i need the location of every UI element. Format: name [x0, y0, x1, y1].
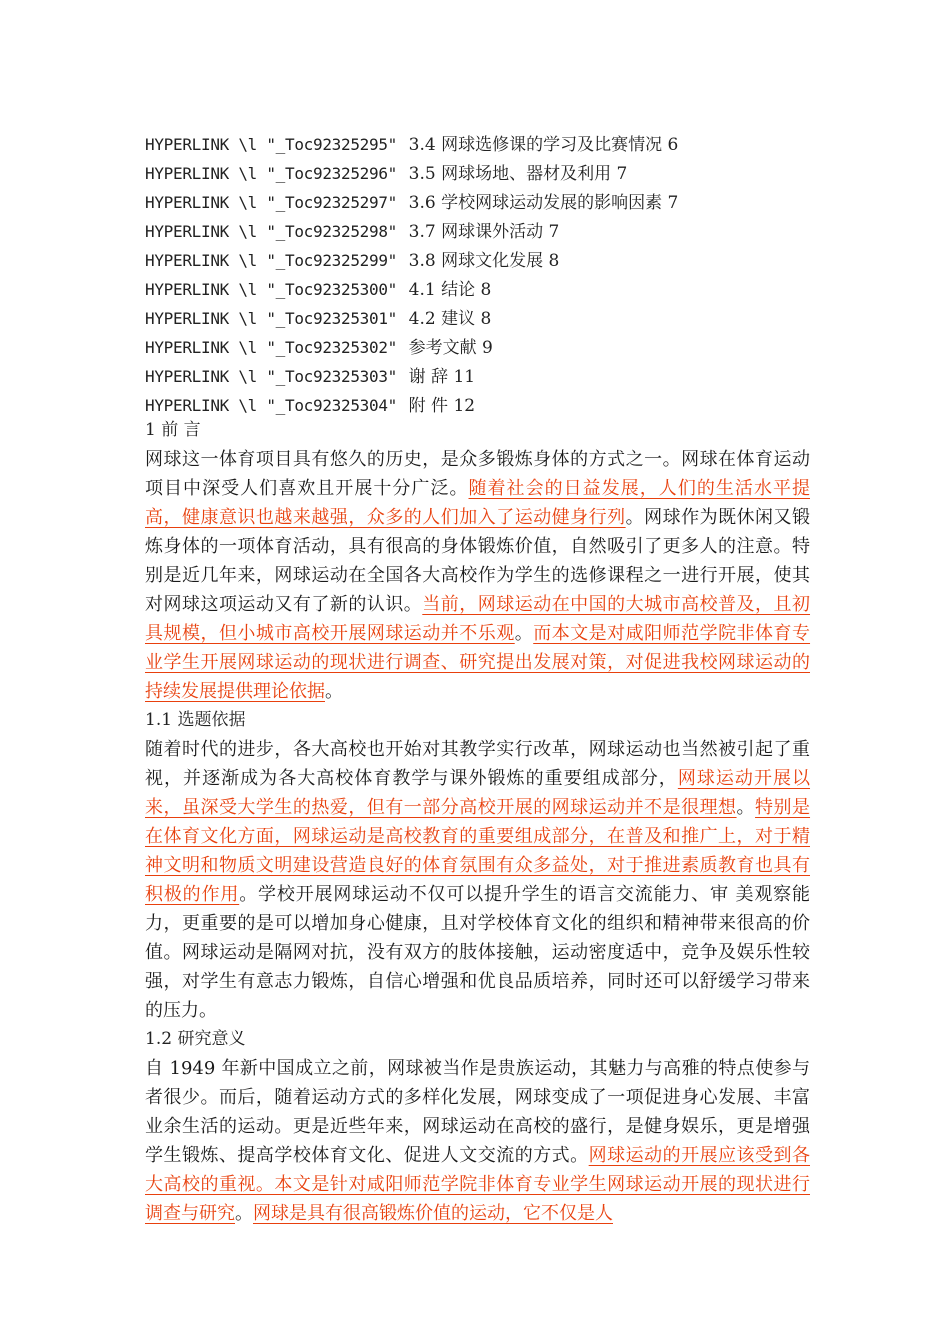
- toc-entry-label: 3.8 网球文化发展 8: [408, 251, 560, 271]
- section-heading-significance: 1.2 研究意义: [145, 1029, 246, 1049]
- highlighted-text: 网球是具有很高锻炼价值的运动，它不仅是人: [253, 1203, 613, 1224]
- table-of-contents: [145, 130, 825, 420]
- toc-entry[interactable]: [145, 304, 825, 333]
- toc-entry-label: 参考文献 9: [408, 338, 493, 358]
- highlighted-text: 网球运动开展以来，虽深受大学生的热爱，但有一部分高校开展的网球运动并不是很理想: [145, 768, 811, 818]
- toc-entry[interactable]: [145, 130, 825, 159]
- toc-field-code: HYPERLINK \l "_Toc92325296": [145, 164, 397, 183]
- toc-entry-label: 4.1 结论 8: [408, 280, 492, 300]
- highlighted-text: 当前，网球运动在中国的大城市高校普及，且初具规模，但小城市高校开展网球运动并不乐观: [145, 594, 811, 644]
- document-body: [145, 416, 810, 1228]
- paragraph-intro: [145, 445, 810, 706]
- section-heading-basis: 1.1 选题依据: [145, 710, 246, 730]
- toc-entry[interactable]: [145, 217, 825, 246]
- toc-entry-label: 3.6 学校网球运动发展的影响因素 7: [408, 193, 679, 213]
- toc-field-code: HYPERLINK \l "_Toc92325303": [145, 367, 397, 386]
- toc-entry[interactable]: [145, 333, 825, 362]
- toc-field-code: HYPERLINK \l "_Toc92325297": [145, 193, 397, 212]
- highlighted-text: 特别是在体育文化方面，网球运动是高校教育的重要组成部分，在普及和推广上，对于精神文明和物质文明建设营造良好的体育氛围有众多益处，对于推进素质教育也具有积极的作用: [145, 797, 811, 905]
- body-text: 自 1949 年新中国成立之前，网球被当作是贵族运动，其魅力与高雅的特点使参与者很少。而后，随着运动方式的多样化发展，网球变成了一项促进身心发展、丰富业余生活的运动。更是近些年来，网球运动在高校的盛行，是健身娱乐，更是增强学生锻炼、提高学校体育文化、促进人文交流的方式。: [145, 1058, 810, 1166]
- toc-field-code: HYPERLINK \l "_Toc92325300": [145, 280, 397, 299]
- highlighted-text: 网球运动的开展应该受到各大高校的重视。本文是针对咸阳师范学院非体育专业学生网球运动开展的现状进行调查与研究: [145, 1145, 810, 1224]
- toc-entry-label: 4.2 建议 8: [408, 309, 492, 329]
- toc-field-code: HYPERLINK \l "_Toc92325298": [145, 222, 397, 241]
- toc-entry-label: 附 件 12: [408, 396, 476, 416]
- toc-field-code: HYPERLINK \l "_Toc92325299": [145, 251, 397, 270]
- toc-entry-label: 3.5 网球场地、器材及利用 7: [408, 164, 628, 184]
- toc-entry-label: 3.7 网球课外活动 7: [408, 222, 560, 242]
- toc-entry[interactable]: [145, 159, 825, 188]
- paragraph-significance: [145, 1054, 810, 1228]
- toc-field-code: HYPERLINK \l "_Toc92325304": [145, 396, 397, 415]
- toc-entry[interactable]: [145, 362, 825, 391]
- paragraph-basis: [145, 735, 810, 1025]
- toc-entry[interactable]: [145, 246, 825, 275]
- toc-entry[interactable]: [145, 188, 825, 217]
- body-text: 。: [736, 797, 756, 818]
- body-text: 。: [325, 681, 343, 702]
- body-text: 。: [235, 1203, 253, 1224]
- body-text: 网球这一体育项目具有悠久的历史，是众多锻炼身体的方式之一。网球在体育运动项目中深受人们喜欢且开展十分广泛。: [145, 449, 810, 499]
- body-text: 。: [514, 623, 534, 644]
- toc-entry[interactable]: [145, 275, 825, 304]
- toc-entry-label: 谢 辞 11: [408, 367, 476, 387]
- body-text: 。网球作为既休闲又锻炼身体的一项体育活动，具有很高的身体锻炼价值，自然吸引了更多人的注意。特别是近几年来，网球运动在全国各大高校作为学生的选修课程之一进行开展，使其对网球这项运动又有了新的认识。: [145, 507, 811, 615]
- section-heading-intro: 1 前 言: [145, 420, 201, 440]
- body-text: 随着时代的进步，各大高校也开始对其教学实行改革，网球运动也当然被引起了重视，并逐渐成为各大高校体育教学与课外锻炼的重要组成部分，: [145, 739, 810, 789]
- body-text: 。学校开展网球运动不仅可以提升学生的语言交流能力、审 美观察能力，更重要的是可以增加身心健康，且对学校体育文化的组织和精神带来很高的价值。网球运动是隔网对抗，没有双方的肢体接触，运动密度适中，竞争及娱乐性较强，对学生有意志力锻炼，自信心增强和优良品质培养，同时还可以舒缓学习带来的压力。: [145, 884, 811, 1021]
- toc-field-code: HYPERLINK \l "_Toc92325295": [145, 135, 397, 154]
- toc-field-code: HYPERLINK \l "_Toc92325301": [145, 309, 397, 328]
- highlighted-text: 随着社会的日益发展，人们的生活水平提高，健康意识也越来越强，众多的人们加入了运动健身行列: [145, 478, 810, 528]
- highlighted-text: 而本文是对咸阳师范学院非体育专业学生开展网球运动的现状进行调查、研究提出发展对策，对促进我校网球运动的持续发展提供理论依据: [145, 623, 811, 702]
- toc-entry-label: 3.4 网球选修课的学习及比赛情况 6: [408, 135, 679, 155]
- toc-field-code: HYPERLINK \l "_Toc92325302": [145, 338, 397, 357]
